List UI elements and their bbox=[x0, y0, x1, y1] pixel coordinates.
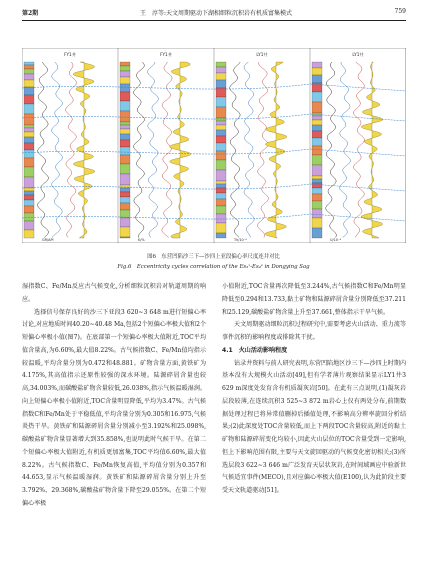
lithology-unit bbox=[216, 188, 226, 193]
lithology-unit bbox=[120, 129, 130, 134]
lithology-unit bbox=[312, 176, 322, 179]
track-label: FY1井 bbox=[160, 52, 172, 57]
lithology-unit bbox=[120, 140, 130, 147]
lithology-unit bbox=[216, 107, 226, 118]
running-title: 王 淳等:天文周期驱动下湖相细粒沉积岩有机质富集模式 bbox=[140, 10, 293, 17]
lithology-unit bbox=[120, 62, 130, 66]
lithology-unit bbox=[120, 188, 130, 192]
lithology-unit bbox=[216, 143, 226, 151]
lithology-unit bbox=[24, 62, 34, 65]
lithology-unit bbox=[312, 183, 322, 188]
lithology-unit bbox=[120, 84, 130, 92]
lithology-unit bbox=[312, 179, 322, 183]
lithology-unit bbox=[120, 125, 130, 129]
lithology-unit bbox=[24, 191, 34, 195]
lithology-unit bbox=[120, 203, 130, 210]
lithology-unit bbox=[216, 184, 226, 188]
issue-number: 第2期 bbox=[22, 10, 39, 17]
lithology-unit bbox=[216, 130, 226, 136]
lithology-unit bbox=[120, 237, 130, 238]
lithology-unit bbox=[216, 199, 226, 206]
lithology-unit bbox=[312, 92, 322, 102]
lithology-unit bbox=[120, 122, 130, 125]
lithology-unit bbox=[120, 192, 130, 197]
lithology-unit bbox=[216, 181, 226, 184]
lithology-unit bbox=[24, 158, 34, 167]
lithology-unit bbox=[24, 195, 34, 200]
lithology-unit bbox=[120, 101, 130, 111]
lithology-unit bbox=[120, 71, 130, 77]
lithology-unit bbox=[24, 74, 34, 80]
lithology-unit bbox=[24, 200, 34, 206]
lithology-unit bbox=[216, 160, 226, 170]
lithology-unit bbox=[312, 228, 322, 238]
lithology-unit bbox=[24, 177, 34, 188]
lithology-unit bbox=[24, 132, 34, 137]
page-number: 759 bbox=[394, 8, 406, 15]
body-column-right bbox=[222, 281, 406, 498]
lithology-unit bbox=[24, 188, 34, 191]
lithology-unit bbox=[120, 92, 130, 101]
lithology-unit bbox=[120, 197, 130, 203]
lithology-unit bbox=[312, 75, 322, 83]
lithology-unit bbox=[24, 114, 34, 125]
lithology-unit bbox=[312, 165, 322, 176]
paragraph: 小值附近,TOC含量再次降低至3.244%,古气候指数C和Fe/Mn明显降低至0.294和13.733,黏土矿物和陆源碎屑含量分别降低至37.211和25.129,碳酸盐矿物含量上升至37.661,整体指示干旱气候。 bbox=[222, 283, 406, 316]
curve-axis-label: K/% bbox=[138, 238, 145, 242]
lithology-unit bbox=[312, 194, 322, 201]
lithology-unit bbox=[120, 185, 130, 188]
lithology-unit bbox=[24, 87, 34, 95]
figure-caption-zh: 图6 东营凹陷沙三下—沙四上亚段偏心率尺度连井对比 bbox=[147, 254, 280, 260]
lithology-unit bbox=[216, 97, 226, 107]
lithology-unit bbox=[120, 66, 130, 71]
curve-axis-label: GR/API bbox=[42, 238, 54, 242]
lithology-unit bbox=[216, 206, 226, 214]
lithology-unit bbox=[120, 134, 130, 140]
body-column-left bbox=[22, 281, 206, 511]
lithology-unit bbox=[216, 62, 226, 67]
lithology-unit bbox=[24, 230, 34, 238]
lithology-unit bbox=[216, 67, 226, 73]
lithology-unit bbox=[24, 125, 34, 128]
lithology-unit bbox=[24, 104, 34, 114]
lithology-unit bbox=[24, 167, 34, 177]
lithology-unit bbox=[216, 125, 226, 130]
lithology-unit bbox=[24, 80, 34, 87]
lithology-unit bbox=[24, 128, 34, 132]
lithology-unit bbox=[312, 120, 322, 125]
lithology-unit bbox=[24, 143, 34, 150]
track-label: FY1井 bbox=[64, 52, 76, 57]
lithology-unit bbox=[312, 188, 322, 194]
lithology-unit bbox=[24, 221, 34, 230]
lithology-unit bbox=[24, 95, 34, 104]
lithology-unit bbox=[216, 88, 226, 97]
paragraph: 天文周期驱动细粒沉积过程研究中,需要考虑火山活动、重力流等事件沉积的影响程度或排除其干扰。 bbox=[222, 321, 406, 341]
lithology-unit bbox=[312, 201, 322, 209]
paragraph: 湿指数C、Fe/Mn反应古气候变化,分析细粒沉积岩对轨道周期的响应。 bbox=[22, 283, 206, 303]
lithology-unit bbox=[120, 164, 130, 174]
well-correlation-panel bbox=[22, 48, 406, 243]
lithology-unit bbox=[120, 77, 130, 84]
lithology-unit bbox=[216, 80, 226, 88]
lithology-unit bbox=[120, 147, 130, 155]
lithology-unit bbox=[216, 233, 226, 238]
lithology-unit bbox=[216, 136, 226, 143]
lithology-unit bbox=[312, 155, 322, 165]
lithology-unit bbox=[24, 213, 34, 221]
lithology-unit bbox=[216, 121, 226, 125]
lithology-unit bbox=[312, 209, 322, 218]
lithology-unit bbox=[24, 206, 34, 213]
lithology-unit bbox=[24, 137, 34, 143]
paragraph: 选择信号保存良好的沙三下亚段3 620~3 648 m进行短偏心率讨论,对应地质时间40.20~40.48 Ma,包括2个短偏心率极大值和2个短偏心率极小值(图7)。在底部第一个短偏心率极大值附近,TOC平均值含量高,为6.60%,最大值8.22%。古气候指数C、Fe/Mn值均指示较温暖,平均含量分别为0.472和48.881。矿物含量方面,黄铁矿为4.175%,其高值指示还原性较强的深水环境。陆源碎屑含量也较高,34.003%,而碳酸盐矿物含量较低,26.038%,指示气候温暖湿润。向上短偏心率极小值附近,TOC含量明显降低,平均为3.47%。古气候指数C和Fe/Mn处于平稳低值,平均含量分别为0.305和16.975,气候炎热干旱。黄铁矿和陆源碎屑含量分别减小至3.192%和25.098%,碳酸盐矿物含量显著增大到35.858%,也说明此时气候干旱。在第二个短偏心率极大值附近,有机质更加富集,TOC平均值6.60%,最大值8.22%。古气候指数C、Fe/Mn恢复高值,平均值分别为0.357和44.653,显示气候温暖湿润。黄铁矿和陆源碎屑含量分别上升至3.792%、29.368%,碳酸盐矿物含量下降至29.055%。在第二个短偏心率极 bbox=[22, 308, 206, 507]
lithology-unit bbox=[312, 138, 322, 146]
lithology-unit bbox=[120, 111, 130, 122]
figure-caption-en: Fig.6 Eccentricity cycles correlation of the Es₃ˣ-Es₄ˢ in Dongying Sag bbox=[117, 264, 310, 270]
lithology-unit bbox=[120, 227, 130, 237]
lithology-unit bbox=[120, 155, 130, 164]
lithology-unit bbox=[312, 68, 322, 75]
lithology-unit bbox=[216, 223, 226, 233]
track-label: LY1井 bbox=[352, 52, 364, 57]
lithology-unit bbox=[24, 69, 34, 74]
curve-axis-label: U/10⁻⁶ bbox=[330, 238, 342, 242]
lithology-unit bbox=[216, 151, 226, 160]
lithology-unit bbox=[312, 131, 322, 138]
curve-axis-label: Th/10⁻⁶ bbox=[234, 238, 247, 242]
track-label: LY1井 bbox=[256, 52, 268, 57]
running-header bbox=[22, 6, 406, 21]
lithology-unit bbox=[312, 125, 322, 131]
lithology-unit bbox=[312, 218, 322, 228]
lithology-unit bbox=[216, 170, 226, 181]
lithology-unit bbox=[24, 150, 34, 158]
correlation-figure bbox=[22, 48, 406, 243]
lithology-unit bbox=[312, 116, 322, 120]
lithology-unit bbox=[312, 102, 322, 113]
lithology-unit bbox=[216, 73, 226, 80]
lithology-unit bbox=[216, 193, 226, 199]
lithology-unit bbox=[312, 62, 322, 68]
paragraph: 钻录井资料与前人研究表明,东营凹陷地区沙三下—沙四上时期内基本没有大规模火山活动[49],但有学者薄片观察结果显示LY1井3 629 m深度处发育含有机质凝灰岩[50]。在此有三点说明,(1)凝灰岩层段较薄,在连续沉积3 525~3 872 m岩心上仅有两处分布,前期数据处理过程已将异常值删掉后插值处理,不影响高分辨率旋回分析结果;(2)此深度处TOC含量较低,而上下两段TOC含量较高,附近的黏土矿物和陆源碎屑变化均较小,因此火山层位的TOC含量受到一定影响,但上下影响范围有限,主要与天文旋回驱动的气候变化密切相关;(3)所选层段3 622~3 646 m广泛发育天层状灰岩,在时间域画应中验新世气候适宜事件(MECO),且对应偏心率极大值(E100),认为此阶段主要受天文轨道驱动[51]。 bbox=[222, 359, 406, 494]
lithology-unit bbox=[312, 146, 322, 155]
lithology-unit bbox=[120, 218, 130, 227]
lithology-unit bbox=[120, 174, 130, 185]
lithology-unit bbox=[216, 214, 226, 223]
lithology-unit bbox=[216, 118, 226, 121]
lithology-unit bbox=[24, 65, 34, 69]
section-heading: 4.1 火山活动影响程度 bbox=[222, 346, 288, 354]
